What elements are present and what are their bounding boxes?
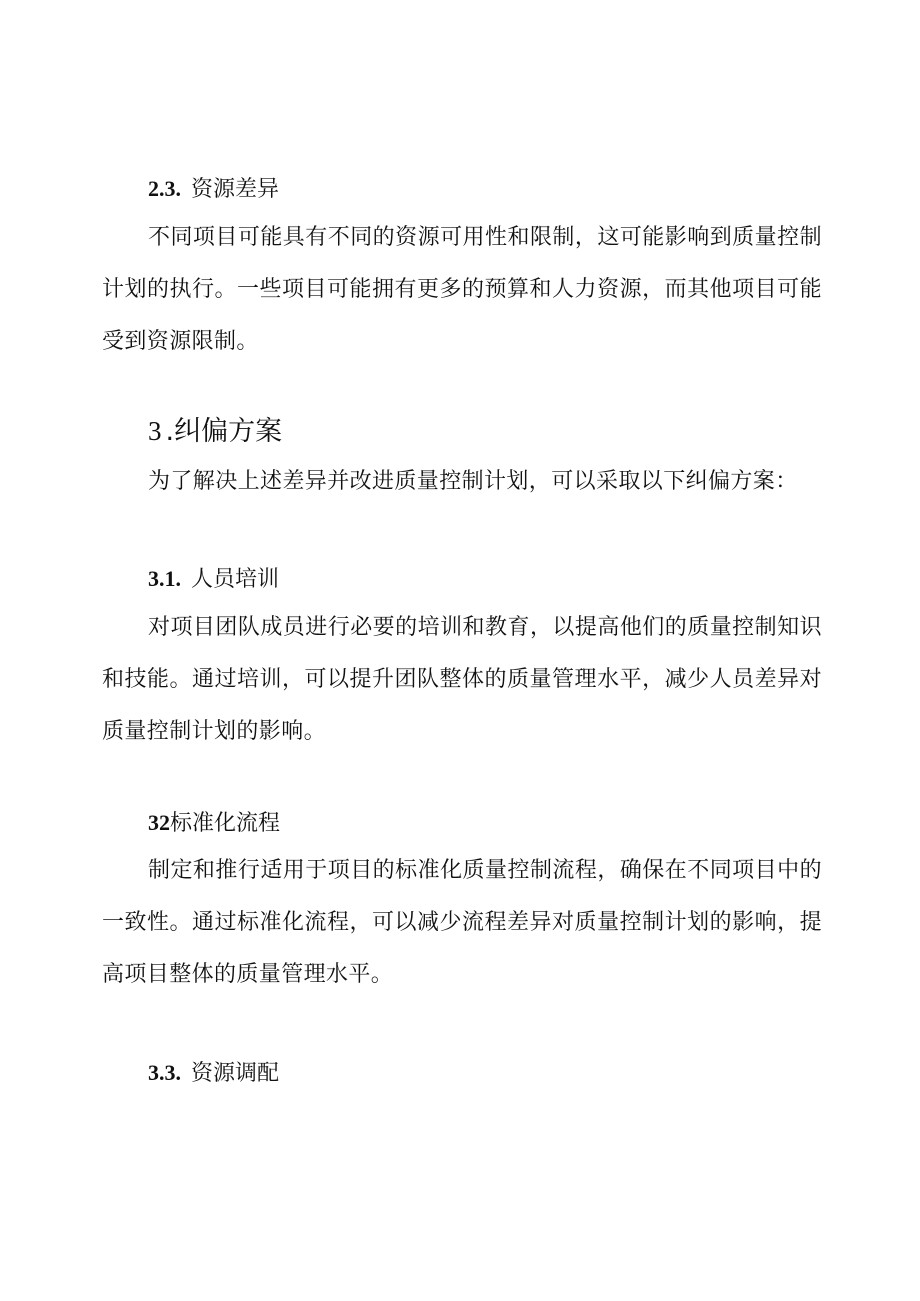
section-title: 资源差异 bbox=[191, 177, 280, 202]
section-number: 3.1. bbox=[148, 566, 181, 591]
section-number: 3.3. bbox=[148, 1060, 181, 1085]
section-title: 人员培训 bbox=[191, 567, 280, 592]
section-paragraph: 不同项目可能具有不同的资源可用性和限制，这可能影响到质量控制计划的执行。一些项目可能拥有更多的预算和人力资源，而其他项目可能受到资源限制。 bbox=[102, 225, 822, 354]
section-number: 3 bbox=[148, 416, 162, 446]
section-paragraph: 对项目团队成员进行必要的培训和教育，以提高他们的质量控制知识和技能。通过培训，可以提升团队整体的质量管理水平，减少人员差异对质量控制计划的影响。 bbox=[102, 615, 822, 744]
section-title: 资源调配 bbox=[191, 1061, 280, 1086]
section-paragraph: 制定和推行适用于项目的标准化质量控制流程，确保在不同项目中的一致性。通过标准化流程，可以减少流程差异对质量控制计划的影响，提高项目整体的质量管理水平。 bbox=[102, 858, 822, 987]
section-paragraph: 为了解决上述差异并改进质量控制计划，可以采取以下纠偏方案： bbox=[148, 469, 798, 494]
section-title: .纠偏方案 bbox=[165, 416, 283, 447]
section-heading-3-1 bbox=[148, 565, 279, 594]
section-heading-3-3 bbox=[148, 1059, 279, 1088]
section-heading-3-2 bbox=[148, 809, 280, 838]
section-heading-2-3 bbox=[148, 175, 279, 204]
section-number: 2.3. bbox=[148, 176, 181, 201]
section-number: 32 bbox=[148, 810, 170, 835]
section-heading-3 bbox=[148, 414, 282, 449]
section-title: 标准化流程 bbox=[170, 811, 281, 836]
